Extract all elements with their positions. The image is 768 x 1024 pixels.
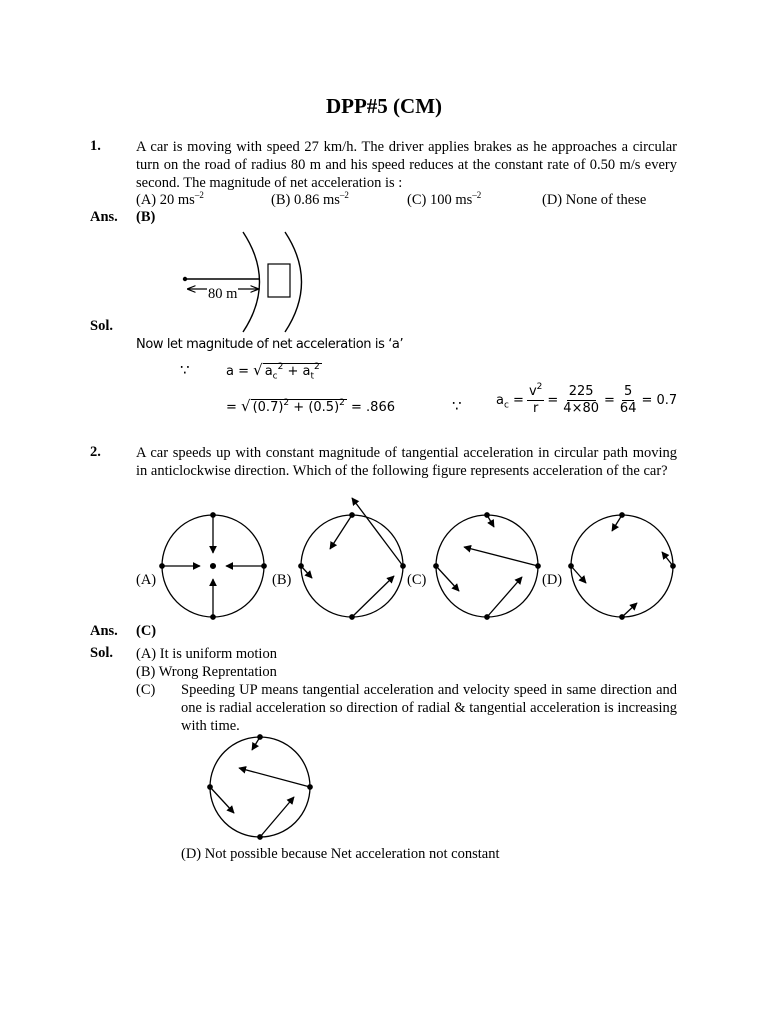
q2-option-a-label: (A): [136, 572, 157, 588]
question-1-text: A car is moving with speed 27 km/h. The driver applies brakes as he approaches a circular turn on the road of radius 80 m and his speed reduces at the constant rate of 0.50 m/s every second. The magnitude of net acceleration is :: [136, 139, 677, 191]
q1-sol-line1: Now let magnitude of net acceleration is ‘a’: [136, 337, 404, 352]
q2-sol-c-text: Speeding UP means tangential acceleration and velocity speed in same direction and one is radial acceleration so direction of radial & tangential acceleration is increasing with time.: [181, 682, 677, 734]
q1-answer-label: Ans.: [90, 209, 118, 225]
equation-substitution: = √ $(0.7)^2 + (0.5)^2 = .866$: [226, 397, 395, 415]
q2-sol-c-label: (C): [136, 682, 156, 698]
q2-sol-d: (D) Not possible because Net acceleration not constant: [181, 846, 500, 862]
q2-sol-label: Sol.: [90, 645, 113, 661]
equation-net-acceleration: a = √ $a_c^2 + a_t^2$: [226, 361, 320, 382]
q1-sol-label: Sol.: [90, 318, 113, 334]
q2-sol-b: (B) Wrong Reprentation: [136, 664, 277, 680]
q2-option-c-label: (C): [407, 572, 427, 588]
q2-option-d-label: (D): [542, 572, 563, 588]
q2-answer-label: Ans.: [90, 623, 118, 639]
q2-answer: (C): [136, 623, 157, 639]
q1-option-d: (D) None of these: [542, 192, 647, 208]
because-symbol-2: ∵: [452, 397, 462, 415]
equation-centripetal: $a_c$ = $\frac{v^2}{r}$ = $\frac{225}{4\times 80}$ = $\frac{5}{64}$ = 0.7: [496, 382, 678, 416]
question-1-number: 1.: [90, 138, 101, 154]
radius-label: 80 m: [208, 286, 238, 302]
question-2-text: A car speeds up with constant magnitude of tangential acceleration in circular path moving in anticlockwise direction. Which of the following figure represents acceleration of the car?: [136, 445, 677, 479]
q2-sol-a: (A) It is uniform motion: [136, 646, 277, 662]
q1-option-c: (C) 100 $ms^{-2}$: [407, 190, 482, 208]
q2-option-b-label: (B): [272, 572, 292, 588]
q1-option-b: (B) 0.86 $ms^{-2}$: [271, 190, 349, 208]
q1-option-a: (A) 20 $ms^{-2}$: [136, 190, 204, 208]
q1-answer: (B): [136, 209, 156, 225]
page-title: DPP#5 (CM): [325, 94, 443, 118]
because-symbol: ∵: [180, 361, 190, 379]
question-2-number: 2.: [90, 444, 101, 460]
